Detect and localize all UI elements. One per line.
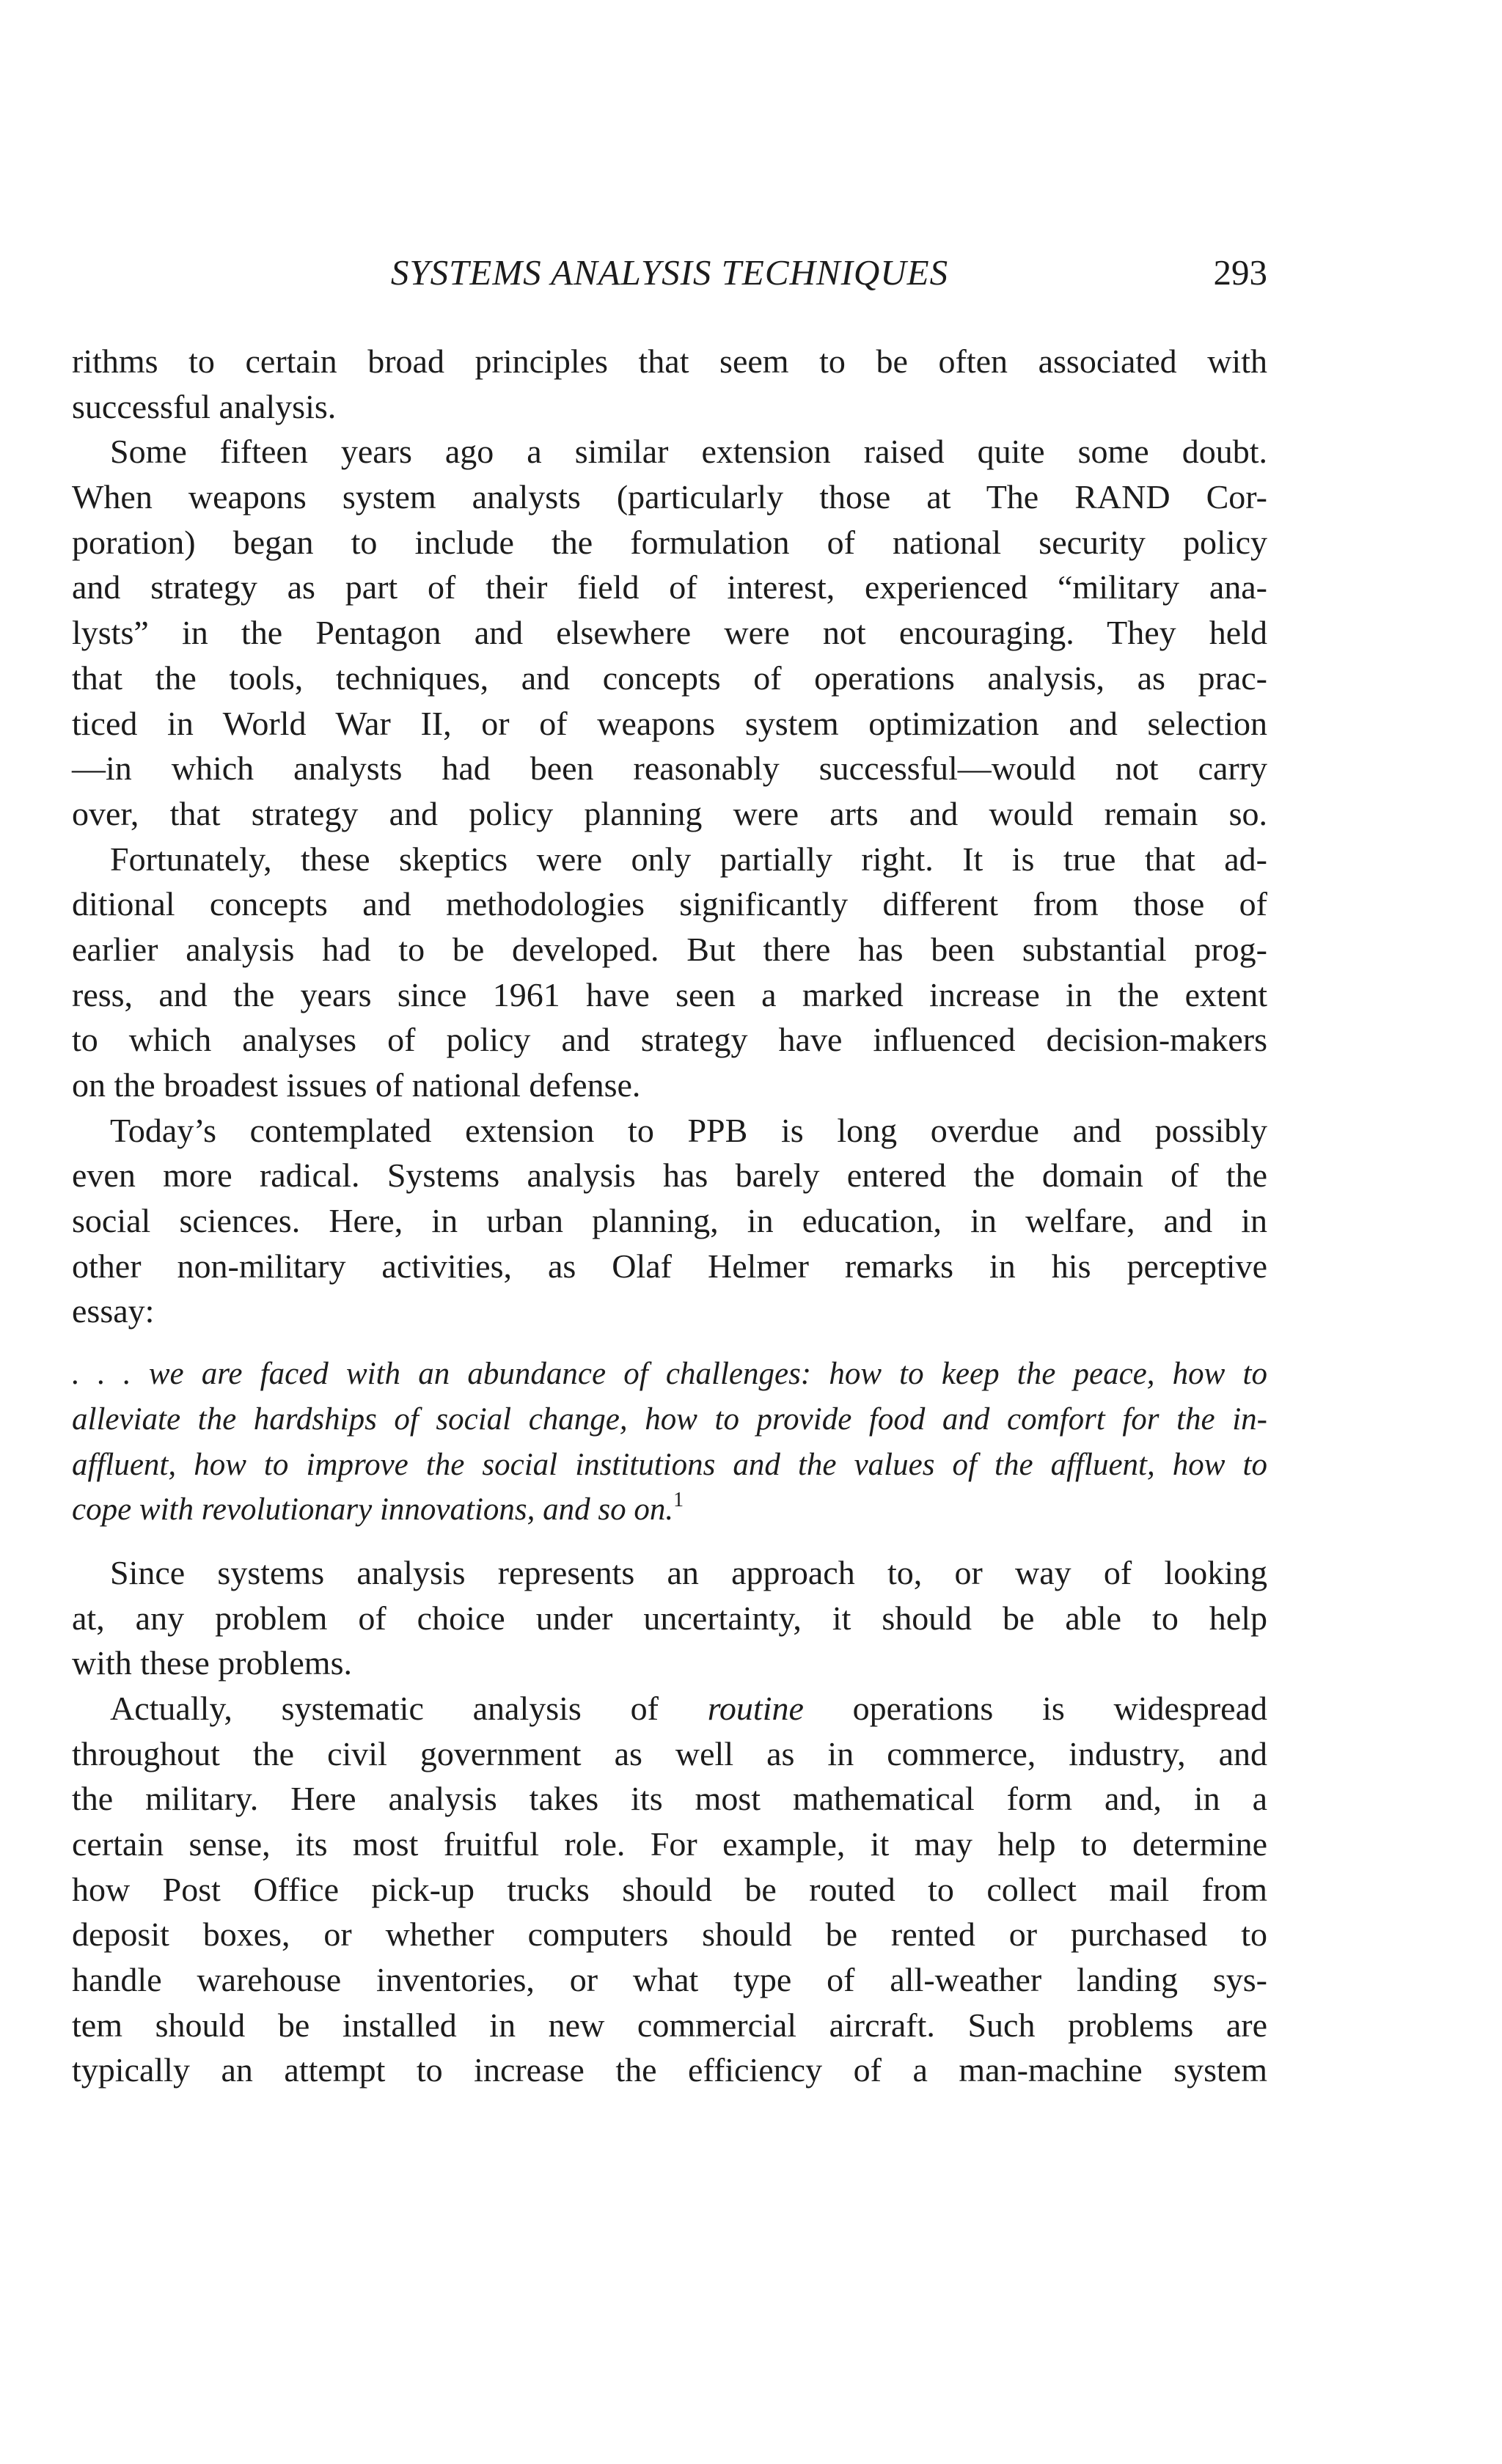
text-line: essay: — [72, 1292, 155, 1330]
text-line: even more radical. Systems analysis has barely entered the domain of the — [72, 1156, 1267, 1195]
text-line: on the broadest issues of national defense. — [72, 1066, 641, 1104]
text-line: —in which analysts had been reasonably successful—would not carry — [72, 749, 1267, 788]
text-line: how Post Office pick-up trucks should be routed to collect mail from — [72, 1870, 1267, 1908]
text-line: at, any problem of choice under uncertainty, it should be able to help — [72, 1599, 1267, 1637]
quote-text: cope with revolutionary innovations, and so on. — [72, 1492, 674, 1528]
text-line — [72, 1686, 1267, 1731]
text-line: certain sense, its most fruitful role. For example, it may help to determine — [72, 1825, 1267, 1863]
text-segment: Actually, systematic analysis of — [110, 1689, 659, 1727]
text-line: ticed in World War II, or of weapons system optimization and selection — [72, 704, 1267, 742]
quote-line: affluent, how to improve the social institutions and the values of the affluent, how to — [72, 1447, 1267, 1482]
text-line: ress, and the years since 1961 have seen a marked increase in the extent — [72, 975, 1267, 1013]
running-head — [72, 249, 1267, 296]
text-line: social sciences. Here, in urban planning, in education, in welfare, and in — [72, 1202, 1267, 1240]
quote-line: . . . we are faced with an abundance of challenges: how to keep the peace, how to — [72, 1357, 1267, 1392]
text-line: successful analysis. — [72, 387, 337, 425]
running-head-title: SYSTEMS ANALYSIS TECHNIQUES — [390, 252, 949, 293]
text-line: throughout the civil government as well as in commerce, industry, and — [72, 1734, 1267, 1772]
text-line: Since systems analysis represents an approach to, or way of looking — [110, 1553, 1267, 1591]
text-line: typically an attempt to increase the efficiency of a man-machine system — [72, 2051, 1267, 2089]
quote-line: alleviate the hardships of social change, how to provide food and comfort for the in- — [72, 1401, 1267, 1437]
text-line: handle warehouse inventories, or what type of all-weather landing sys- — [72, 1961, 1267, 1999]
text-line: and strategy as part of their field of interest, experienced “military ana- — [72, 568, 1267, 606]
text-line: When weapons system analysts (particularly those at The RAND Cor- — [72, 478, 1267, 516]
text-line: to which analyses of policy and strategy have influenced decision-makers — [72, 1021, 1267, 1059]
text-line: the military. Here analysis takes its most mathematical form and, in a — [72, 1780, 1267, 1818]
text-line: rithms to certain broad principles that seem to be often associated with — [72, 342, 1267, 380]
text-line: Today’s contemplated extension to PPB is long overdue and possibly — [110, 1111, 1267, 1149]
quote-line — [72, 1487, 1267, 1533]
text-line: lysts” in the Pentagon and elsewhere were not encouraging. They held — [72, 614, 1267, 652]
text-line: ditional concepts and methodologies significantly different from those of — [72, 885, 1267, 923]
text-line: earlier analysis had to be developed. But there has been substantial prog- — [72, 930, 1267, 968]
text-line: that the tools, techniques, and concepts of operations analysis, as prac- — [72, 659, 1267, 697]
text-segment: operations is widespread — [852, 1689, 1267, 1727]
text-line: Some fifteen years ago a similar extension raised quite some doubt. — [110, 433, 1267, 471]
text-line: tem should be installed in new commercial aircraft. Such problems are — [72, 2006, 1267, 2044]
text-line: Fortunately, these skeptics were only partially right. It is true that ad- — [110, 840, 1267, 878]
body-text — [72, 339, 1267, 2093]
emphasis-word: routine — [707, 1689, 804, 1727]
text-line: with these problems. — [72, 1644, 352, 1682]
text-line: over, that strategy and policy planning were arts and would remain so. — [72, 794, 1267, 832]
text-line: deposit boxes, or whether computers should be rented or purchased to — [72, 1915, 1267, 1954]
text-line: poration) began to include the formulation of national security policy — [72, 523, 1267, 561]
page-number: 293 — [1213, 252, 1267, 293]
footnote-marker: 1 — [673, 1489, 684, 1512]
text-line: other non-military activities, as Olaf Helmer remarks in his perceptive — [72, 1247, 1267, 1285]
